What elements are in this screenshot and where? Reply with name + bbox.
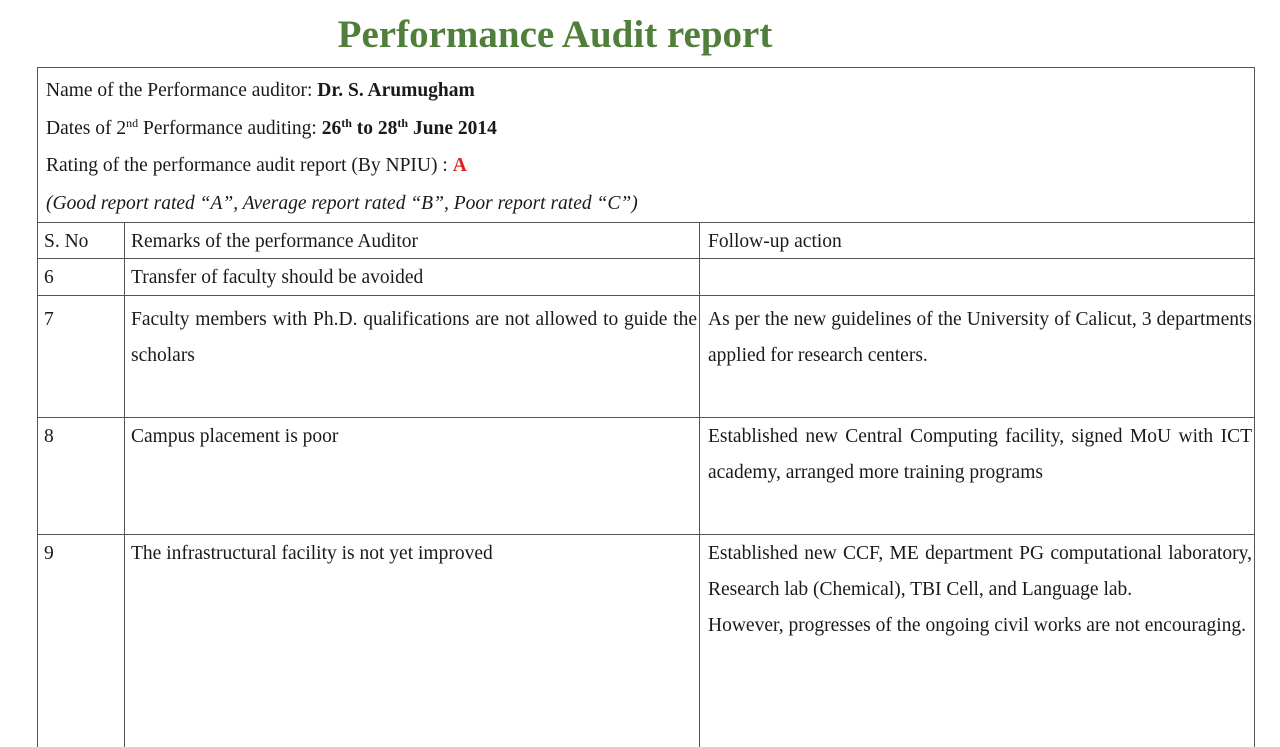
row-sno: 6 — [44, 267, 54, 288]
row-divider — [38, 417, 1254, 418]
header-remarks: Remarks of the performance Auditor — [131, 231, 418, 252]
row-action — [708, 536, 1252, 644]
row-remarks: The infrastructural facility is not yet improved — [131, 543, 493, 564]
rating-legend: (Good report rated “A”, Average report rated “B”, Poor report rated “C”) — [46, 192, 638, 214]
dates-label-post: Performance auditing: — [138, 117, 322, 139]
row-remarks: Faculty members with Ph.D. qualifications are not allowed to guide the scholars — [131, 309, 697, 366]
rating-label: Rating of the performance audit report (By NPIU) : — [46, 155, 453, 176]
row-action: Established new Central Computing facility, signed MoU with ICT academy, arranged more training programs — [708, 426, 1252, 483]
dates-label-sup: nd — [126, 115, 139, 130]
page-title: Performance Audit report — [337, 13, 773, 56]
column-divider — [124, 222, 125, 747]
rating-value: A — [452, 155, 467, 176]
row-remarks: Campus placement is poor — [131, 426, 339, 447]
dates-value — [321, 115, 497, 139]
row-action-extra: However, progresses of the ongoing civil works are not encouraging. — [708, 615, 1247, 636]
row-divider — [38, 222, 1254, 223]
column-divider — [699, 222, 700, 747]
rating-line — [46, 147, 638, 185]
dates-label-pre: Dates of 2 — [46, 117, 127, 139]
row-sno: 8 — [44, 426, 54, 447]
row-action-text: Established new CCF, ME department PG computational laboratory, Research lab (Chemical), TBI Cell, and Language lab. — [708, 543, 1252, 600]
row-remarks: Transfer of faculty should be avoided — [131, 267, 424, 288]
dates-end-sup: th — [397, 115, 409, 130]
row-sno: 9 — [44, 543, 54, 564]
header-sno: S. No — [44, 231, 89, 252]
dates-start: 26 — [321, 117, 342, 139]
dates-line — [46, 110, 638, 148]
audit-info-block — [46, 72, 638, 222]
row-divider — [38, 534, 1254, 535]
auditor-line — [46, 72, 638, 110]
row-sno: 7 — [44, 309, 54, 330]
auditor-name: Dr. S. Arumugham — [317, 80, 475, 101]
row-action: As per the new guidelines of the University of Calicut, 3 departments applied for research centers. — [708, 309, 1252, 366]
dates-mid: to 28 — [351, 117, 398, 139]
dates-end: June 2014 — [408, 117, 497, 139]
header-action: Follow-up action — [708, 231, 842, 252]
audit-table — [37, 67, 1255, 747]
auditor-label: Name of the Performance auditor: — [46, 80, 318, 101]
dates-start-sup: th — [341, 115, 352, 130]
